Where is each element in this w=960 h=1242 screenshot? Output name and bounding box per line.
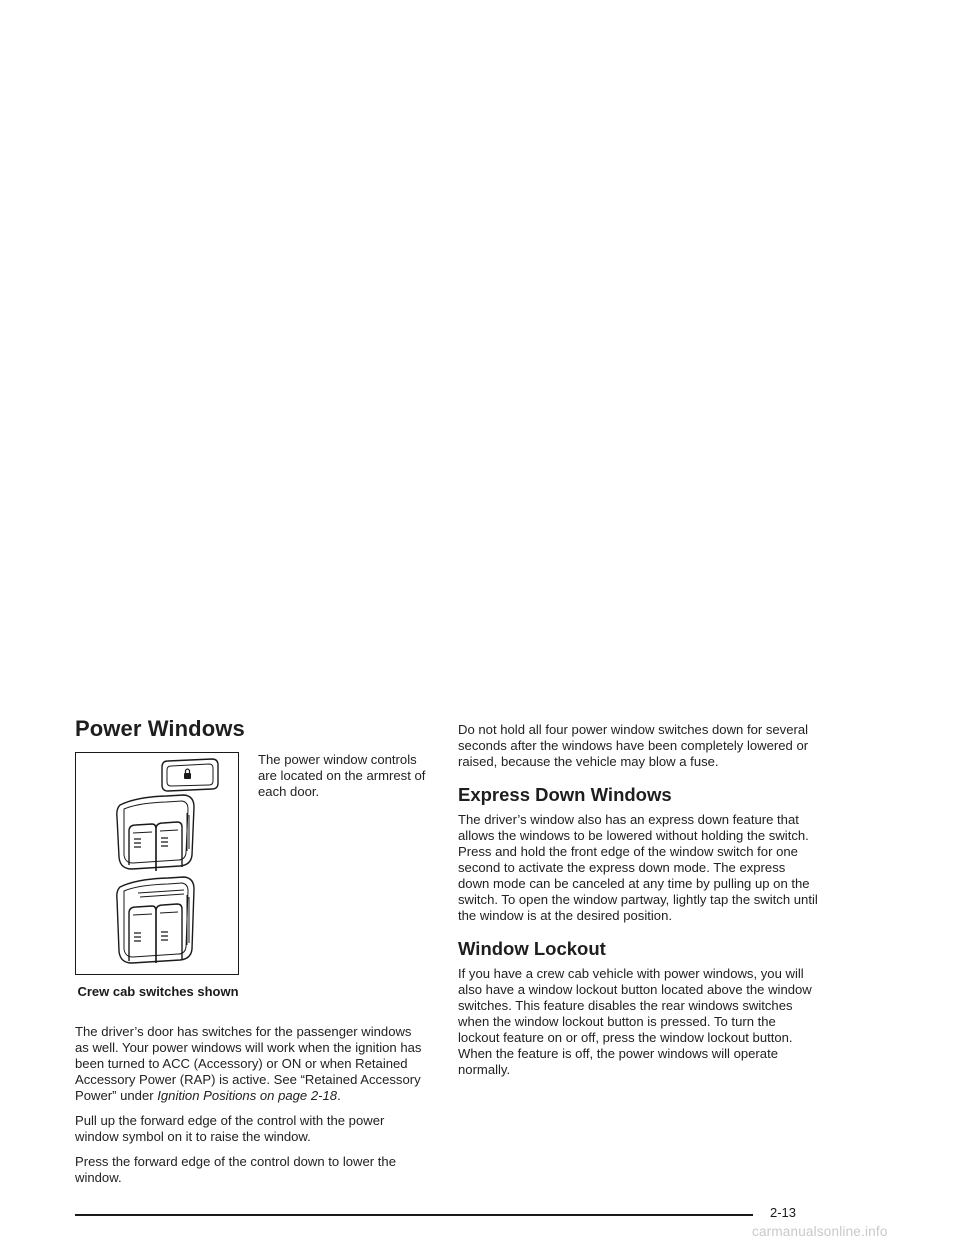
paragraph-end: . <box>337 1088 341 1103</box>
right-column <box>458 722 818 1078</box>
section-heading-window-lockout: Window Lockout <box>458 938 606 959</box>
section-heading-express-down: Express Down Windows <box>458 784 672 805</box>
page-number: 2-13 <box>770 1205 797 1220</box>
section-body-express-down: The driver’s window also has an express down feature that allows the windows to be lowered without holding the switch. Press and hold the front edge of the window switch for one second to activate the express down mode. The express down mode can be canceled at any time by pulling up on the switch. To open the window partway, lightly tap the switch until the window is at the desired position. <box>458 812 818 923</box>
cross-reference-link[interactable]: Ignition Positions on page 2-18 <box>157 1088 338 1103</box>
paragraph-text: The driver’s door has switches for the passenger windows as well. Your power windows will work when the ignition has been turned to ACC (Accessory) or ON or when Retained Accessory Power (RAP) is active. See “Retained Accessory Power” under <box>75 1024 422 1103</box>
power-window-switch-panel-illustration <box>76 753 237 973</box>
body-paragraph <box>75 1024 425 1104</box>
watermark: carmanualsonline.info <box>752 1224 888 1239</box>
figure-frame <box>75 752 239 975</box>
section-body-window-lockout: If you have a crew cab vehicle with power windows, you will also have a window lockout button located above the window switches. This feature disables the rear windows switches when the window lockout button is pressed. To turn the lockout feature on or off, press the window lockout button. When the feature is off, the power windows will operate normally. <box>458 966 812 1077</box>
body-paragraph: Press the forward edge of the control down to lower the window. <box>75 1154 396 1185</box>
figure-row <box>75 752 425 1018</box>
body-paragraph: Pull up the forward edge of the control with the power window symbol on it to raise the window. <box>75 1113 385 1144</box>
page-title: Power Windows <box>75 716 245 741</box>
figure-side-text: The power window controls are located on the armrest of each door. <box>258 752 426 799</box>
footer-rule <box>75 1214 753 1216</box>
warning-paragraph: Do not hold all four power window switches down for several seconds after the windows have been completely lowered or raised, because the vehicle may blow a fuse. <box>458 722 809 769</box>
figure-caption: Crew cab switches shown <box>77 984 239 999</box>
left-column <box>75 716 425 1186</box>
